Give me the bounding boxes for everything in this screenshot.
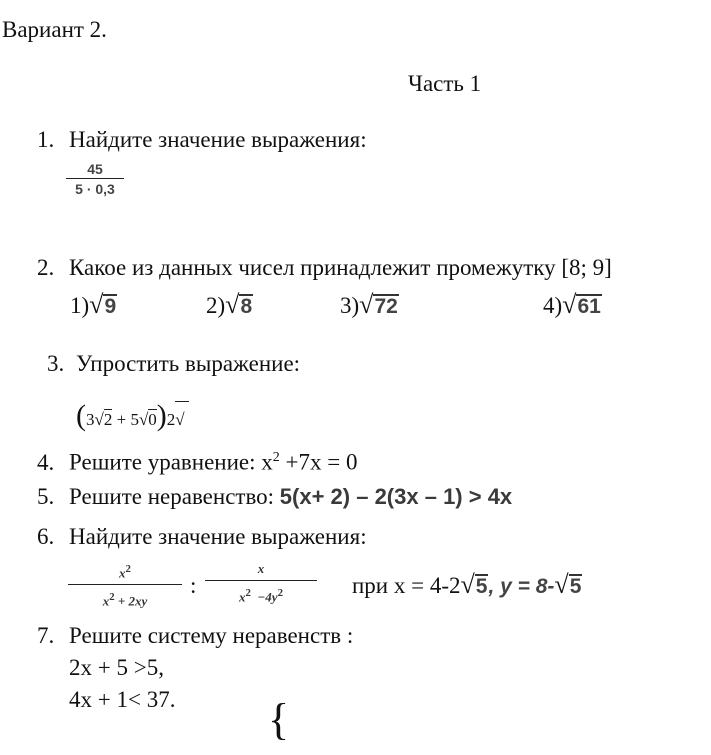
question-1 xyxy=(37,126,367,154)
fraction-numerator: $x^2$ xyxy=(119,563,131,581)
q2-option-3 xyxy=(340,292,399,320)
question-text: Найдите значение выражения: xyxy=(69,524,367,549)
radicand: 5 xyxy=(569,575,582,598)
fraction-numerator: x xyxy=(257,561,265,576)
radicand: 5 xyxy=(475,575,488,598)
question-number: 3. xyxy=(47,351,65,376)
coefficient: 5 xyxy=(130,410,139,429)
fraction-numerator: 45 xyxy=(87,161,103,177)
question-number: 2. xyxy=(37,255,55,280)
option-label: 4) xyxy=(543,293,563,318)
q2-option-1 xyxy=(70,292,117,320)
radicand: 0 xyxy=(148,410,157,429)
sqrt-icon: √ xyxy=(359,290,374,319)
question-4 xyxy=(37,444,357,477)
q6-condition xyxy=(352,572,582,601)
question-number: 7. xyxy=(37,623,55,648)
question-number: 5. xyxy=(37,484,55,509)
option-label: 2) xyxy=(206,293,226,318)
fraction-denominator: 5 · 0,3 xyxy=(66,178,124,199)
part-title: Часть 1 xyxy=(408,71,482,96)
sqrt-icon: √ xyxy=(225,290,240,319)
division-colon: : xyxy=(190,573,197,598)
question-text: Решите уравнение: x xyxy=(69,449,273,475)
sqrt-icon: √ xyxy=(94,410,104,429)
variant-title: Вариант 2. xyxy=(2,17,107,42)
question-number: 4. xyxy=(37,449,55,475)
question-text: Упростить выражение: xyxy=(76,351,301,376)
question-5 xyxy=(37,483,512,511)
radicand: 8 xyxy=(240,295,253,318)
q1-fraction xyxy=(66,160,124,199)
question-text: Решите неравенство: xyxy=(69,484,275,509)
question-6 xyxy=(37,523,367,551)
sqrt-icon: √ xyxy=(554,570,569,599)
question-text: Найдите значение выражения: xyxy=(69,127,367,152)
condition-text: при x = 4-2 xyxy=(352,573,461,598)
q6-fraction-2 xyxy=(205,558,317,609)
question-3 xyxy=(47,350,300,378)
system-line-2: 4x + 1< 37. xyxy=(69,687,176,712)
left-paren-icon: ( xyxy=(76,399,86,432)
radicand: 72 xyxy=(374,295,398,318)
option-label: 3) xyxy=(340,293,360,318)
right-paren-icon: ) xyxy=(156,399,167,432)
option-label: 1) xyxy=(70,293,90,318)
inequality-expression: 5(x+ 2) – 2(3x – 1) > 4x xyxy=(279,484,513,509)
sqrt-icon: √ xyxy=(460,570,475,599)
q3-expression xyxy=(76,398,189,438)
equation-rest: +7x = 0 xyxy=(279,449,358,475)
q6-fraction-1 xyxy=(68,558,182,614)
fraction-denominator: $x^2 -4y^2$ xyxy=(205,580,317,609)
question-7 xyxy=(37,622,353,650)
q2-option-2 xyxy=(206,292,253,320)
radicand: 9 xyxy=(104,295,117,318)
question-text: Какое из данных чисел принадлежит промежутку [8; 9] xyxy=(69,255,612,280)
system-line-1: 2x + 5 >5, xyxy=(69,655,164,680)
condition-text: , y = 8- xyxy=(488,575,555,598)
question-2 xyxy=(37,254,612,282)
radicand: 2 xyxy=(103,410,113,429)
coefficient: 3 xyxy=(86,410,95,429)
question-text: Решите систему неравенств : xyxy=(69,623,354,648)
sqrt-icon: √ xyxy=(175,401,189,438)
sqrt-icon: √ xyxy=(89,290,104,319)
operator: + xyxy=(116,410,127,429)
question-number: 1. xyxy=(37,127,55,152)
brace-icon: { xyxy=(268,695,290,744)
radicand: 61 xyxy=(577,295,601,318)
coefficient: 2 xyxy=(166,410,176,429)
exponent: 2 xyxy=(272,450,280,465)
question-number: 6. xyxy=(37,524,55,549)
sqrt-icon: √ xyxy=(562,290,577,319)
sqrt-icon: √ xyxy=(138,410,149,429)
q2-option-4 xyxy=(543,292,602,320)
fraction-denominator: $x^2 + 2xy$ xyxy=(68,584,182,613)
